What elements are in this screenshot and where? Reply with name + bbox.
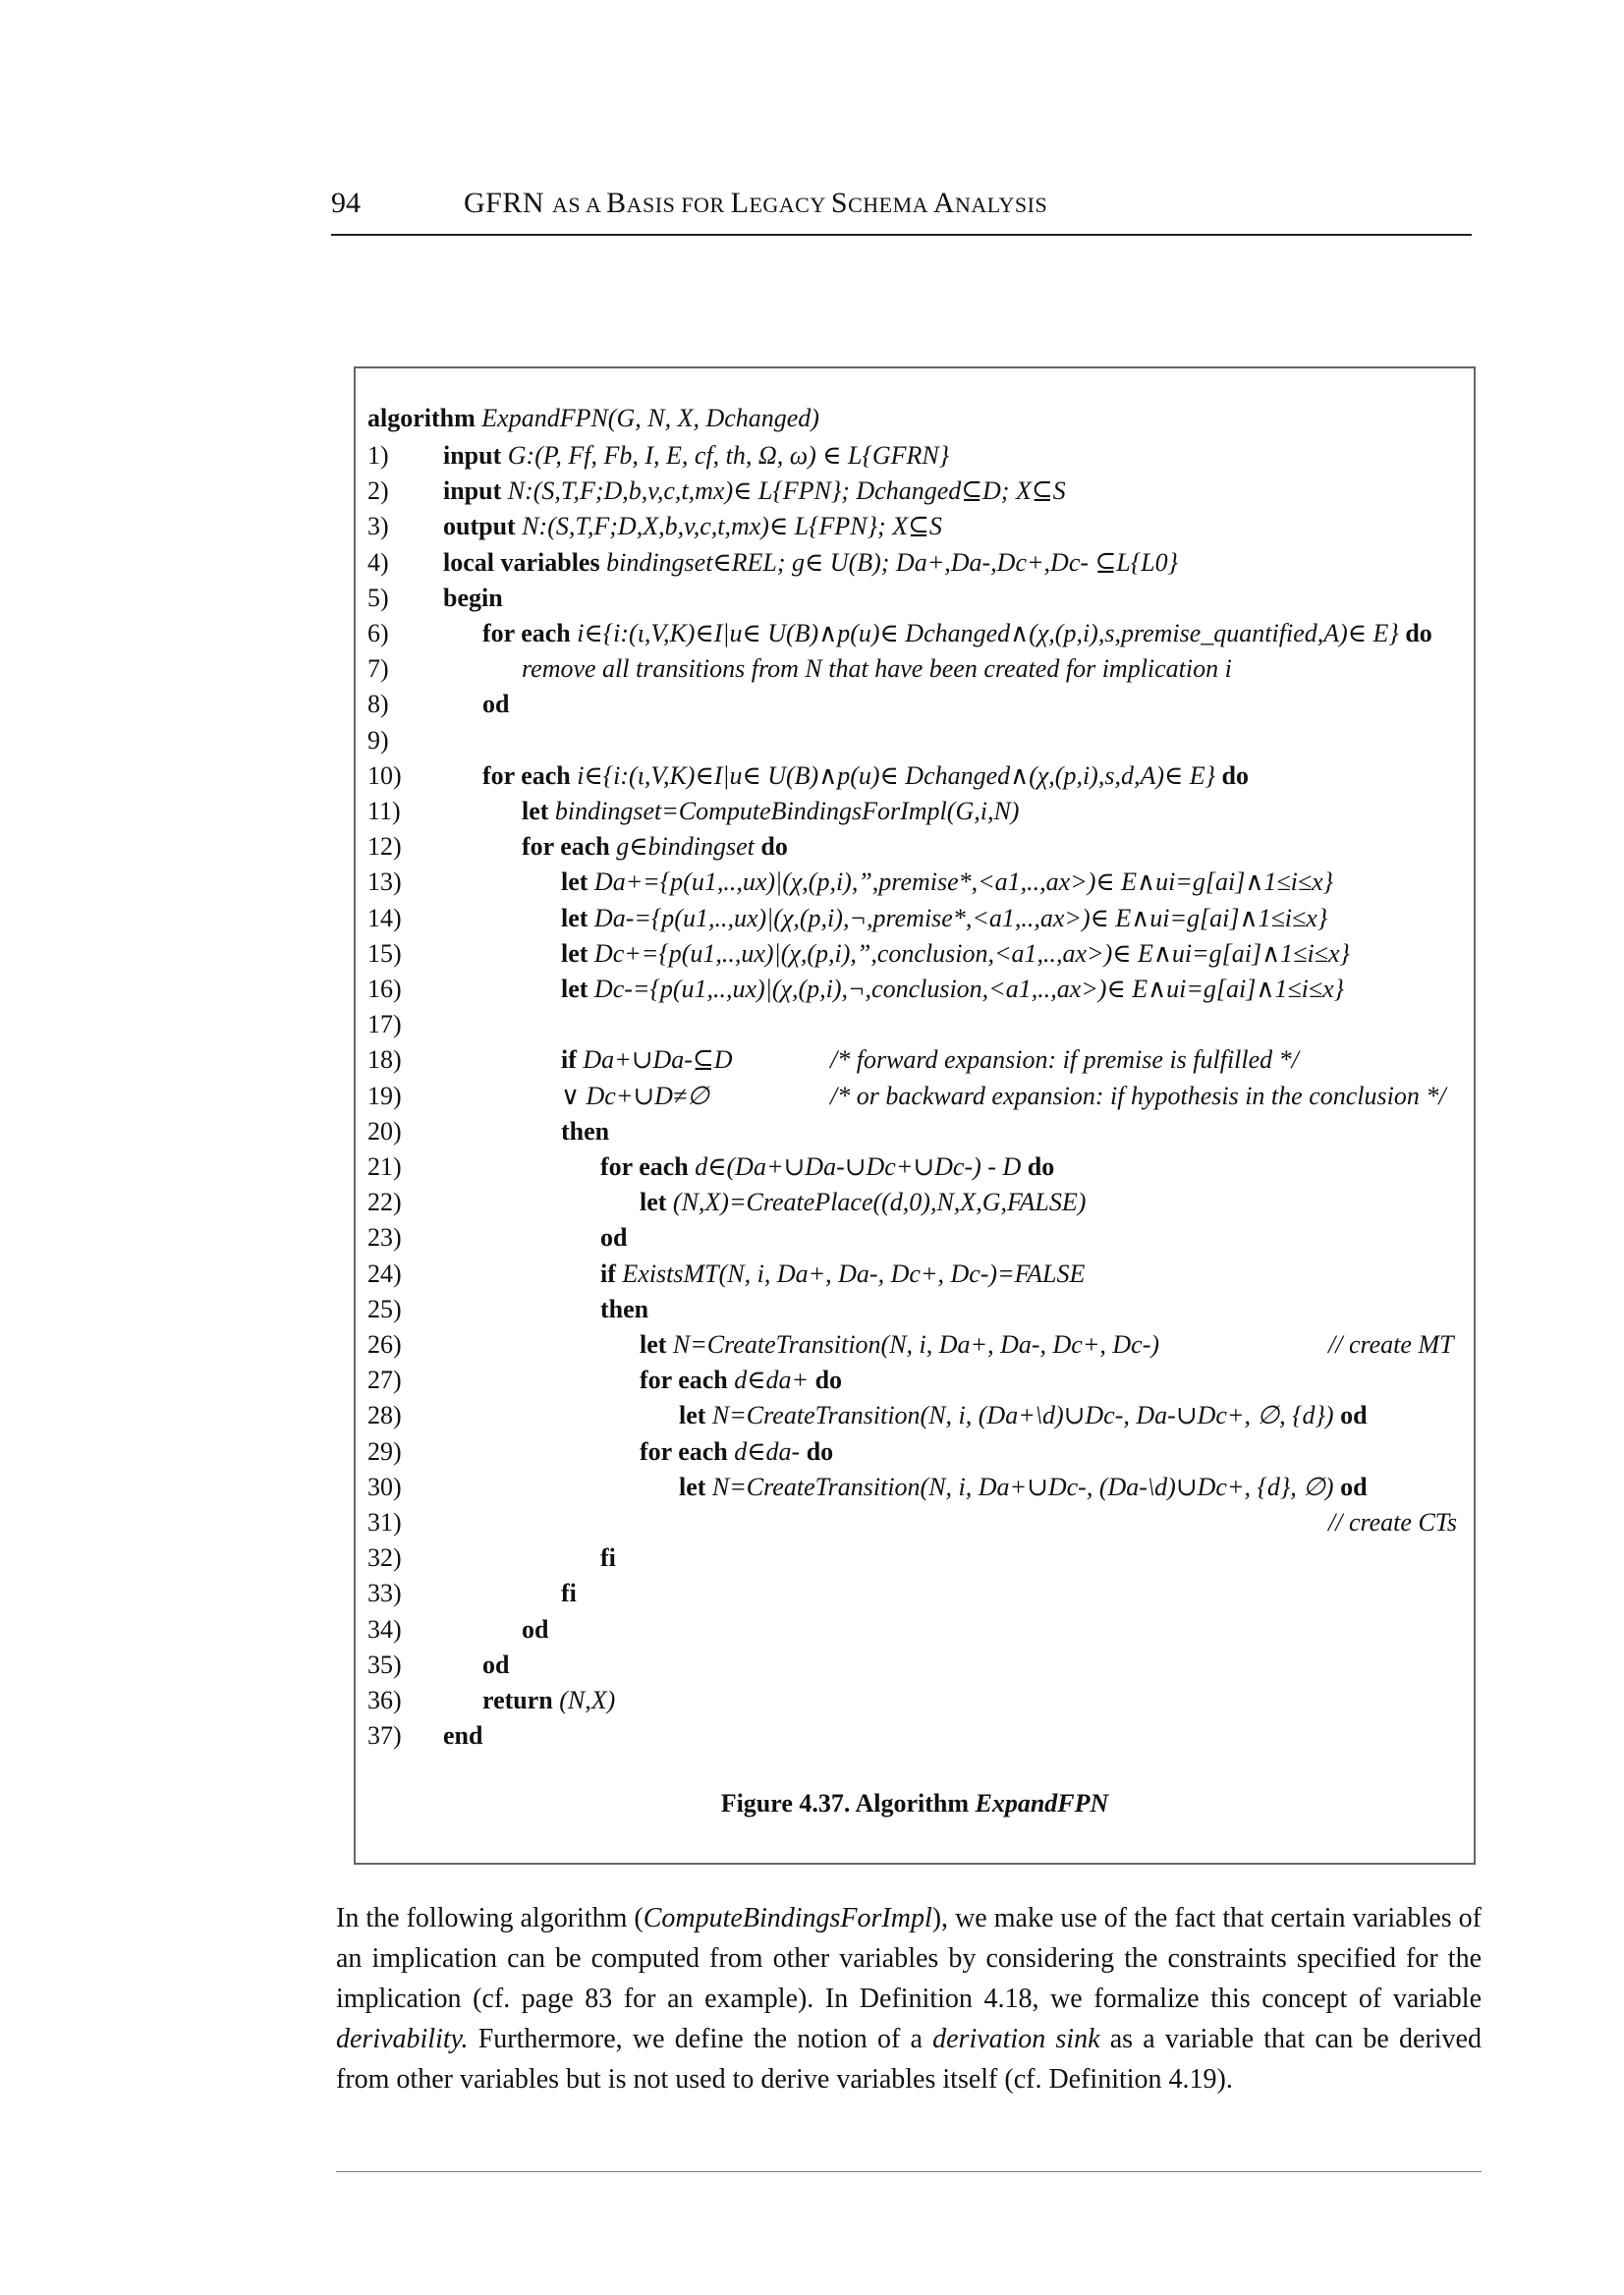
- line-number: 20): [367, 1116, 402, 1146]
- algorithm-line: [367, 1079, 1468, 1114]
- page-header: [331, 187, 1472, 236]
- algorithm-line: [367, 829, 1468, 865]
- line-number: 24): [367, 1259, 402, 1288]
- line-code: for each i∈{i:(ι,V,K)∈I|u∈ U(B)∧p(u)∈ Dchanged∧(χ,(p,i),s,premise_quantified,A)∈ E} do: [482, 619, 1432, 647]
- algorithm-line: [367, 936, 1468, 972]
- line-number: 21): [367, 1152, 402, 1181]
- algorithm-line: [367, 1540, 1468, 1576]
- algorithm-line: [367, 1505, 1468, 1540]
- algorithm-line: [367, 1683, 1468, 1718]
- line-number: 10): [367, 760, 402, 790]
- line-code: then: [561, 1116, 610, 1146]
- emphasized-text: derivation sink: [932, 2024, 1100, 2054]
- line-number: 1): [367, 441, 389, 470]
- line-number: 36): [367, 1686, 402, 1714]
- algorithm-line: [367, 1576, 1468, 1611]
- body-paragraph: [336, 1898, 1482, 2099]
- algorithm-line: [367, 1257, 1468, 1292]
- line-code: begin: [443, 583, 503, 612]
- line-number: 17): [367, 1010, 402, 1039]
- algorithm-line: [367, 438, 1468, 474]
- line-number: 30): [367, 1472, 402, 1501]
- algorithm-line: [367, 1612, 1468, 1648]
- algorithm-line: [367, 1114, 1468, 1149]
- line-code: for each d∈da- do: [640, 1436, 834, 1466]
- line-number: 16): [367, 975, 402, 1003]
- line-number: 31): [367, 1508, 402, 1537]
- line-number: 7): [367, 654, 389, 684]
- line-number: 13): [367, 868, 402, 897]
- page-number: 94: [331, 187, 361, 219]
- line-number: 27): [367, 1366, 402, 1395]
- line-code: let Da-={p(u1,..,ux)|(χ,(p,i),¬,premise*,<a1,..,ax>)∈ E∧ui=g[ai]∧1≤i≤x}: [561, 903, 1328, 932]
- line-code: let Dc+={p(u1,..,ux)|(χ,(p,i),”,conclusion,<a1,..,ax>)∈ E∧ui=g[ai]∧1≤i≤x}: [561, 938, 1350, 968]
- body-text-run: In the following algorithm (: [336, 1903, 644, 1933]
- figure-caption: Figure 4.37. Algorithm ExpandFPN: [720, 1789, 1109, 1818]
- line-code: input G:(P, Ff, Fb, I, E, cf, th, Ω, ω) ∈ L{GFRN}: [443, 441, 950, 470]
- line-number: 29): [367, 1436, 402, 1466]
- line-code: local variables bindingset∈REL; g∈ U(B); Da+,Da-,Dc+,Dc- ⊆L{L0}: [443, 547, 1179, 577]
- line-code: if ExistsMT(N, i, Da+, Da-, Dc+, Dc-)=FALSE: [600, 1259, 1086, 1288]
- line-number: 19): [367, 1081, 402, 1110]
- line-code: let N=CreateTransition(N, i, (Da+\d)∪Dc-, Da-∪Dc+, ∅, {d}) od: [679, 1401, 1368, 1430]
- algorithm-line: [367, 545, 1468, 581]
- algorithm-line: [367, 1220, 1468, 1256]
- algorithm-line: [367, 1185, 1468, 1220]
- algorithm-signature: ExpandFPN(G, N, X, Dchanged): [481, 404, 819, 432]
- line-number: 23): [367, 1223, 402, 1253]
- line-number: 8): [367, 690, 389, 719]
- line-number: 4): [367, 547, 389, 577]
- algorithm-line: [367, 616, 1468, 651]
- line-number: 11): [367, 797, 401, 825]
- running-title: GFRN AS A BASIS FOR LEGACY SCHEMA ANALYSIS: [464, 187, 1048, 219]
- algorithm-line: [367, 509, 1468, 544]
- line-number: 35): [367, 1650, 402, 1679]
- line-comment: /* forward expansion: if premise is fulfilled */: [830, 1045, 1299, 1075]
- line-code: ∨ Dc+∪D≠∅: [561, 1081, 709, 1110]
- algorithm-line: [367, 651, 1468, 687]
- emphasized-text: derivability.: [336, 2024, 469, 2054]
- line-code: let Da+={p(u1,..,ux)|(χ,(p,i),”,premise*,<a1,..,ax>)∈ E∧ui=g[ai]∧1≤i≤x}: [561, 868, 1334, 897]
- line-code: for each g∈bindingset do: [522, 832, 788, 862]
- line-code: for each d∈(Da+∪Da-∪Dc+∪Dc-) - D do: [600, 1152, 1055, 1181]
- line-code: output N:(S,T,F;D,X,b,v,c,t,mx)∈ L{FPN}; X⊆S: [443, 512, 942, 541]
- line-number: 18): [367, 1045, 402, 1075]
- line-code: od: [482, 690, 510, 719]
- algorithm-line: [367, 758, 1468, 794]
- body-text-run: as a variable that can be derived from other variables but is not used to derive variables itself (cf. Definition 4.19).: [336, 2024, 1482, 2095]
- line-number: 25): [367, 1294, 402, 1323]
- line-code: od: [482, 1650, 510, 1679]
- line-number: 2): [367, 476, 389, 506]
- line-number: 5): [367, 583, 389, 612]
- line-code: input N:(S,T,F;D,b,v,c,t,mx)∈ L{FPN}; Dchanged⊆D; X⊆S: [443, 476, 1066, 506]
- line-code: fi: [561, 1579, 577, 1608]
- line-code: fi: [600, 1543, 616, 1573]
- body-text-run: ), we make use of the fact that certain variables of an implication can be computed from other variables by considering the constraints specified for the implication (cf. page 83 for an example). In Definition 4.18, we formalize this concept of variable: [336, 1903, 1482, 2014]
- algorithm-line: [367, 1434, 1468, 1470]
- line-comment: // create MT: [1328, 1330, 1454, 1359]
- line-number: 22): [367, 1188, 402, 1217]
- line-number: 37): [367, 1721, 402, 1751]
- algorithm-line: [367, 1470, 1468, 1505]
- line-code: for each d∈da+ do: [640, 1366, 843, 1395]
- line-code: let (N,X)=CreatePlace((d,0),N,X,G,FALSE): [640, 1188, 1087, 1217]
- algorithm-line: [367, 1007, 1468, 1042]
- line-code: return (N,X): [482, 1686, 616, 1714]
- line-code: remove all transitions from N that have been created for implication i: [522, 654, 1232, 684]
- line-number: 15): [367, 938, 402, 968]
- line-number: 26): [367, 1330, 402, 1359]
- line-number: 33): [367, 1579, 402, 1608]
- line-number: 9): [367, 725, 389, 755]
- algorithm-line: [367, 723, 1468, 758]
- algorithm-line: [367, 1149, 1468, 1185]
- algorithm-line: [367, 901, 1468, 936]
- line-code: od: [522, 1614, 549, 1644]
- algorithm-line: [367, 1292, 1468, 1327]
- footer-rule: [336, 2171, 1482, 2172]
- line-number: 14): [367, 903, 402, 932]
- line-number: 34): [367, 1614, 402, 1644]
- line-code: then: [600, 1294, 649, 1323]
- line-number: 32): [367, 1543, 402, 1573]
- algorithm-line: [367, 972, 1468, 1007]
- line-code: for each i∈{i:(ι,V,K)∈I|u∈ U(B)∧p(u)∈ Dchanged∧(χ,(p,i),s,d,A)∈ E} do: [482, 760, 1249, 790]
- line-code: let bindingset=ComputeBindingsForImpl(G,i,N): [522, 797, 1020, 825]
- line-number: 12): [367, 832, 402, 862]
- algorithm-line: [367, 865, 1468, 900]
- algorithm-line: [367, 1327, 1468, 1363]
- line-code: od: [600, 1223, 628, 1253]
- algorithm-figure: [354, 366, 1476, 1865]
- line-code: let N=CreateTransition(N, i, Da+∪Dc-, (Da-\d)∪Dc+, {d}, ∅) od: [679, 1472, 1368, 1501]
- line-code: if Da+∪Da-⊆D: [561, 1045, 733, 1075]
- algorithm-keyword: algorithm: [367, 404, 476, 432]
- line-comment: // create CTs: [1328, 1508, 1457, 1537]
- algorithm-line: [367, 1718, 1468, 1754]
- line-comment: /* or backward expansion: if hypothesis in the conclusion */: [830, 1081, 1446, 1110]
- line-number: 28): [367, 1401, 402, 1430]
- algorithm-header: [367, 404, 819, 433]
- algorithm-line: [367, 794, 1468, 829]
- algorithm-line: [367, 581, 1468, 616]
- algorithm-line: [367, 1042, 1468, 1078]
- algorithm-line: [367, 474, 1468, 509]
- algorithm-line: [367, 1363, 1468, 1398]
- body-text-run: Furthermore, we define the notion of a: [468, 2024, 933, 2054]
- line-code: let Dc-={p(u1,..,ux)|(χ,(p,i),¬,conclusion,<a1,..,ax>)∈ E∧ui=g[ai]∧1≤i≤x}: [561, 975, 1345, 1003]
- line-code: end: [443, 1721, 483, 1751]
- line-number: 6): [367, 619, 389, 647]
- line-code: let N=CreateTransition(N, i, Da+, Da-, Dc+, Dc-): [640, 1330, 1160, 1359]
- line-number: 3): [367, 512, 389, 541]
- algorithm-line: [367, 1398, 1468, 1433]
- algorithm-line: [367, 1648, 1468, 1683]
- emphasized-text: ComputeBindingsForImpl: [643, 1903, 932, 1933]
- algorithm-line: [367, 687, 1468, 722]
